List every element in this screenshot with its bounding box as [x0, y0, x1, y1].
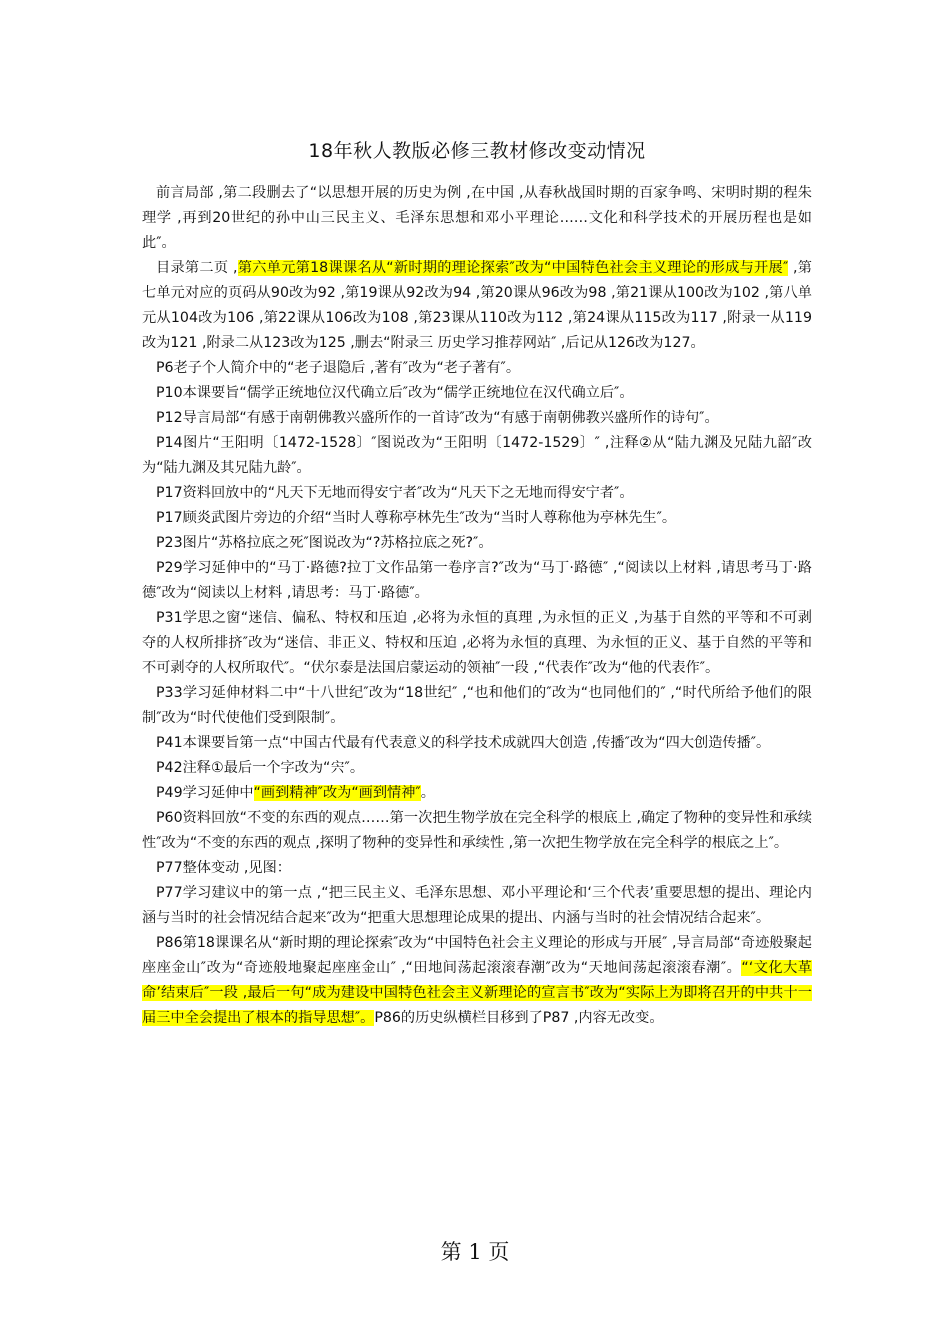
text-segment: P42注释①最后一个字改为“宍″。	[156, 760, 365, 776]
paragraph	[142, 431, 812, 481]
paragraph	[142, 806, 812, 856]
text-segment: P31学思之窗“迷信、偏私、特权和压迫 ,必将为永恒的真理 ,为永恒的正义 ,为基于自然的平等和不可剥夺的人权所排挤″改为“迷信、非正义、特权和压迫 ,必将为永恒的真理、为永恒的正义、基于自然的平等和不可剥夺的人权所取代″。“伏尔泰是法国启蒙运动的领袖″一段 ,“代表作″改为“他的代表作″。	[142, 610, 812, 676]
paragraph	[142, 681, 812, 731]
text-segment: P86第18课课名从“新时期的理论探索″改为“中国特色社会主义理论的形成与开展″ ,导言局部“奇迹般聚起座座金山″改为“奇迹般地聚起座座金山″ ,“田地间荡起滚滚春潮″改为“天地间荡起滚滚春潮″。	[142, 935, 812, 976]
highlighted-text: “‘文化大革命’结束后″一段 ,最后一句“成为建设中国特色社会主义新理论的宣言书″改为“实际上为即将召开的中共十一届三中全会提出了根本的指导思想″。	[142, 960, 812, 1026]
text-segment: P23图片“苏格拉底之死″图说改为“?苏格拉底之死?″。	[156, 535, 493, 551]
paragraph	[142, 731, 812, 756]
text-segment: P41本课要旨第一点“中国古代最有代表意义的科学技术成就四大创造 ,传播″改为“四大创造传播″。	[156, 735, 771, 751]
text-segment: P6老子个人简介中的“老子退隐后 ,著有″改为“老子著有″。	[156, 360, 521, 376]
text-segment: P77整体变动 ,见图：	[156, 860, 291, 876]
highlighted-text: “画到精神″改为“画到情神″	[253, 785, 421, 801]
paragraph	[142, 756, 812, 781]
page-footer: 第 1 页	[440, 1240, 510, 1264]
text-segment: ,第七单元对应的页码从90改为92 ,第19课从92改为94 ,第20课从96改为98 ,第21课从100改为102 ,第八单元从104改为106 ,第22课从106改为108 ,第23课从110改为112 ,第24课从115改为117 ,附录一从119改为121 ,附录二从123改为125 ,删去“附录三 历史学习推荐网站″ ,后记从126改为127。	[142, 260, 812, 351]
highlighted-text: 第六单元第18课课名从“新时期的理论探索″改为“中国特色社会主义理论的形成与开展″	[237, 260, 789, 276]
paragraph	[142, 481, 812, 506]
paragraph	[142, 356, 812, 381]
text-segment: P60资料回放“不变的东西的观点……第一次把生物学放在完全科学的根底上 ,确定了物种的变异性和承续性″改为“不变的东西的观点 ,探明了物种的变异性和承续性 ,第一次把生物学放在完全科学的根底之上″。	[142, 810, 812, 851]
paragraph	[142, 556, 812, 606]
paragraph	[142, 181, 812, 256]
paragraph	[142, 406, 812, 431]
document-page	[142, 132, 812, 1031]
text-segment: P12导言局部“有感于南朝佛教兴盛所作的一首诗″改为“有感于南朝佛教兴盛所作的诗句″。	[156, 410, 719, 426]
text-segment: 前言局部 ,第二段删去了“以思想开展的历史为例 ,在中国 ,从春秋战国时期的百家争鸣、宋明时期的程朱理学 ,再到20世纪的孙中山三民主义、毛泽东思想和邓小平理论……文化和科学技术的开展历程也是如此″。	[142, 185, 812, 251]
paragraph	[142, 506, 812, 531]
paragraph	[142, 381, 812, 406]
text-segment: P17资料回放中的“凡天下无地而得安宁者″改为“凡天下之无地而得安宁者″。	[156, 485, 634, 501]
document-body	[142, 181, 812, 1031]
text-segment: P29学习延伸中的“马丁·路德?拉丁文作品第一卷序言?″改为“马丁·路德″ ,“阅读以上材料 ,请思考马丁·路德″改为“阅读以上材料 ,请思考：马丁·路德″。	[142, 560, 812, 601]
text-segment: P49学习延伸中	[156, 785, 254, 801]
paragraph	[142, 256, 812, 356]
text-segment: P33学习延伸材料二中“十八世纪″改为“18世纪″ ,“也和他们的″改为“也同他们的″ ,“时代所给予他们的限制″改为“时代使他们受到限制″。	[142, 685, 812, 726]
paragraph	[142, 531, 812, 556]
paragraph	[142, 781, 812, 806]
paragraph	[142, 931, 812, 1031]
text-segment: 目录第二页 ,	[156, 260, 238, 276]
text-segment: P77学习建议中的第一点 ,“把三民主义、毛泽东思想、邓小平理论和‘三个代表’重要思想的提出、理论内涵与当时的社会情况结合起来″改为“把重大思想理论成果的提出、内涵与当时的社会情况结合起来″。	[142, 885, 812, 926]
text-segment: 。	[420, 785, 435, 801]
paragraph	[142, 606, 812, 681]
text-segment: P10本课要旨“儒学正统地位汉代确立后″改为“儒学正统地位在汉代确立后″。	[156, 385, 634, 401]
text-segment: P14图片“王阳明〔1472-1528〕″图说改为“王阳明〔1472-1529〕″ ,注释②从“陆九渊及兄陆九韶″改为“陆九渊及其兄陆九龄″。	[142, 435, 812, 476]
paragraph	[142, 856, 812, 881]
text-segment: P17顾炎武图片旁边的介绍“当时人尊称亭林先生″改为“当时人尊称他为亭林先生″。	[156, 510, 677, 526]
paragraph	[142, 881, 812, 931]
text-segment: P86的历史纵横栏目移到了P87 ,内容无改变。	[374, 1010, 664, 1026]
document-title: 18年秋人教版必修三教材修改变动情况	[308, 140, 646, 162]
